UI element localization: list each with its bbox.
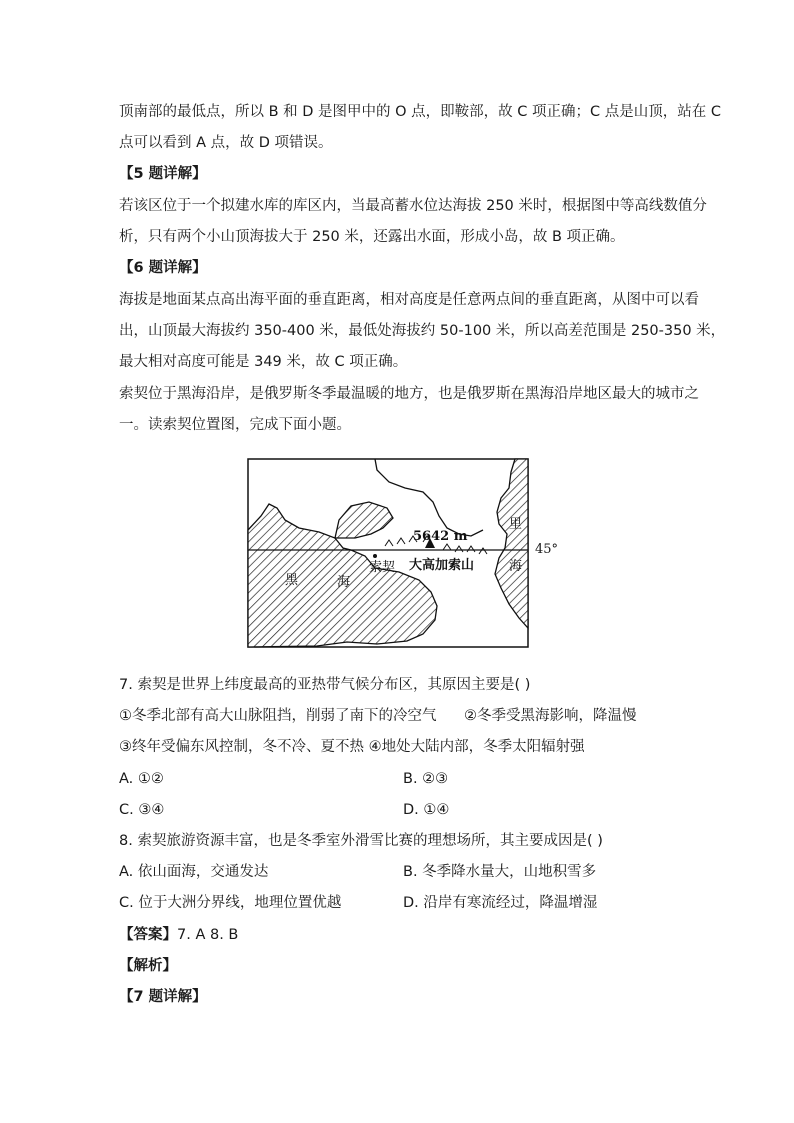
answer-text: 7. A 8. B (177, 927, 239, 943)
black-sea-label-1: 黑 (285, 573, 299, 588)
intro-line-1: 顶南部的最低点，所以 B 和 D 是图甲中的 O 点，即鞍部，故 C 项正确；C 点是山顶，站在 C (119, 104, 721, 120)
q8-option-c: C. 位于大洲分界线，地理位置优越 (119, 895, 342, 911)
mountain-label: 大高加索山 (409, 558, 475, 573)
q7-statement-1: ①冬季北部有高大山脉阻挡，削弱了南下的冷空气 (119, 708, 437, 724)
passage-line-2: 一。读索契位置图，完成下面小题。 (119, 417, 351, 433)
q7-option-c: C. ③④ (119, 802, 165, 818)
q8-option-b: B. 冬季降水量大，山地积雪多 (403, 864, 597, 880)
q8-stem: 8. 索契旅游资源丰富，也是冬季室外滑雪比赛的理想场所，其主要成因是( ) (119, 833, 603, 849)
q7-detail-heading: 【7 题详解】 (119, 989, 207, 1005)
q6-heading: 【6 题详解】 (119, 260, 207, 276)
q7-option-a: A. ①② (119, 771, 164, 787)
q7-option-b: B. ②③ (403, 771, 449, 787)
q7-statement-3-4: ③终年受偏东风控制，冬不冷、夏不热 ④地处大陆内部，冬季太阳辐射强 (119, 739, 585, 755)
sochi-city-dot (373, 554, 377, 558)
q5-line-1: 若该区位于一个拟建水库的库区内，当最高蓄水位达海拔 250 米时，根据图中等高线数值分 (119, 198, 707, 214)
q5-heading: 【5 题详解】 (119, 166, 207, 182)
q6-line-2: 出，山顶最大海拔约 350-400 米，最低处海拔约 50-100 米，所以高差范围是 250-350 米， (119, 323, 726, 339)
intro-line-2: 点可以看到 A 点，故 D 项错误。 (119, 135, 333, 151)
caspian-label-2: 海 (509, 559, 523, 574)
peak-elevation-label: 5642 m (413, 529, 468, 544)
analysis-heading: 【解析】 (119, 958, 177, 974)
city-label: 索契 (369, 560, 396, 575)
q8-option-a: A. 依山面海，交通发达 (119, 864, 269, 880)
q6-line-1: 海拔是地面某点高出海平面的垂直距离，相对高度是任意两点间的垂直距离，从图中可以看 (119, 292, 699, 308)
sochi-location-map (247, 458, 529, 648)
caspian-label-1: 里 (509, 517, 523, 532)
q8-option-d: D. 沿岸有寒流经过，降温增湿 (403, 895, 598, 911)
q7-stem: 7. 索契是世界上纬度最高的亚热带气候分布区，其原因主要是( ) (119, 677, 531, 693)
latitude-label-outside: 45° (535, 542, 559, 557)
answer-line (119, 925, 238, 945)
black-sea-label-2: 海 (337, 575, 351, 590)
q7-option-d: D. ①④ (403, 802, 450, 818)
passage-line-1: 索契位于黑海沿岸，是俄罗斯冬季最温暖的地方，也是俄罗斯在黑海沿岸地区最大的城市之 (119, 386, 699, 402)
q6-line-3: 最大相对高度可能是 349 米，故 C 项正确。 (119, 354, 408, 370)
q7-statement-2: ②冬季受黑海影响，降温慢 (464, 708, 637, 724)
answer-label: 【答案】 (119, 927, 177, 943)
q5-line-2: 析，只有两个小山顶海拔大于 250 米，还露出水面，形成小岛，故 B 项正确。 (119, 229, 625, 245)
